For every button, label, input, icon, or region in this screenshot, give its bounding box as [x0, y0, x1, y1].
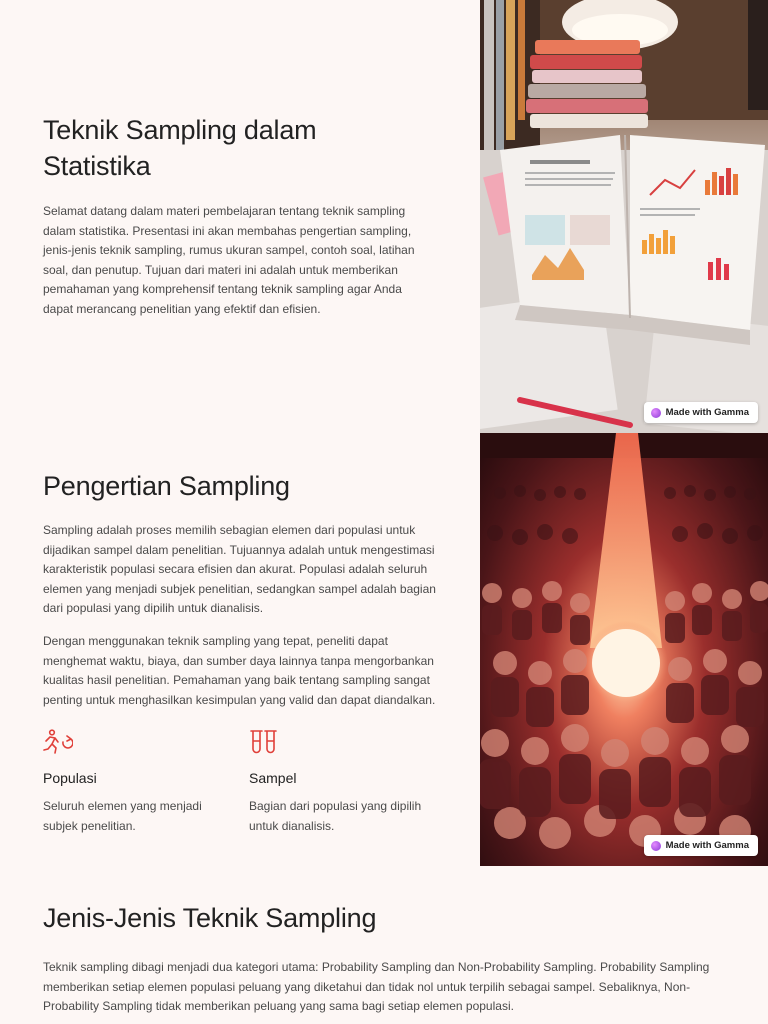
slide-paragraph: Teknik sampling dibagi menjadi dua kategori utama: Probability Sampling dan Non-Probability Sampling. Probability Sampling memberikan setiap elemen populasi peluang yang diketahui dan tidak nol untuk terpilih sebagai sampel. Sebaliknya, Non-Probability Sampling tidak memberikan peluang yang sama bagi setiap elemen populasi. [43, 960, 710, 1014]
made-with-gamma-badge[interactable] [644, 835, 758, 856]
test-tubes-icon [249, 729, 279, 755]
feature-title: Sampel [249, 770, 297, 786]
slide-intro [0, 0, 768, 433]
book-statistics-image [480, 0, 768, 433]
person-running-icon [43, 729, 73, 755]
made-with-gamma-badge[interactable] [644, 402, 758, 423]
slide-title: Pengertian Sampling [43, 471, 290, 501]
feature-title: Populasi [43, 770, 97, 786]
slide-paragraph: Selamat datang dalam materi pembelajaran tentang teknik sampling dalam statistika. Presentasi ini akan membahas pengertian sampling, jenis-jenis teknik sampling, rumus ukuran sampel, contoh soal, latihan soal, dan penutup. Tujuan dari materi ini adalah untuk memberikan pemahaman yang komprehensif tentang teknik sampling agar Anda dapat merancang penelitian yang efektif dan efisien. [43, 204, 415, 316]
gamma-logo-icon [651, 841, 661, 851]
slide-title: Teknik Sampling dalam Statistika [43, 115, 317, 181]
crowd-spotlight-image [480, 433, 768, 866]
feature-description: Bagian dari populasi yang dipilih untuk dianalisis. [249, 799, 422, 833]
badge-label: Made with Gamma [665, 407, 749, 418]
badge-label: Made with Gamma [665, 840, 749, 851]
slide-paragraph-2: Dengan menggunakan teknik sampling yang tepat, peneliti dapat menghemat waktu, biaya, dan sumber daya lainnya tanpa mengorbankan kualitas hasil penelitian. Pemahaman yang baik tentang sampling sangat penting untuk menghasilkan kesimpulan yang valid dan dapat diandalkan. [43, 634, 436, 707]
slide-pengertian [0, 433, 768, 866]
feature-description: Seluruh elemen yang menjadi subjek penelitian. [43, 799, 202, 833]
slide-jenis [0, 866, 768, 1024]
crowd-illustration [480, 433, 768, 866]
book-illustration [480, 0, 768, 433]
gamma-logo-icon [651, 408, 661, 418]
feature-populasi [43, 729, 223, 836]
slide-paragraph-1: Sampling adalah proses memilih sebagian elemen dari populasi untuk dijadikan sampel dalam penelitian. Tujuannya adalah untuk mengestimasi karakteristik populasi secara efisien dan akurat. Populasi adalah seluruh elemen yang menjadi subjek penelitian, sedangkan sampel adalah bagian dari populasi yang dipilih untuk dianalisis. [43, 523, 436, 616]
slide-title: Jenis-Jenis Teknik Sampling [43, 903, 377, 933]
feature-sampel [249, 729, 429, 836]
